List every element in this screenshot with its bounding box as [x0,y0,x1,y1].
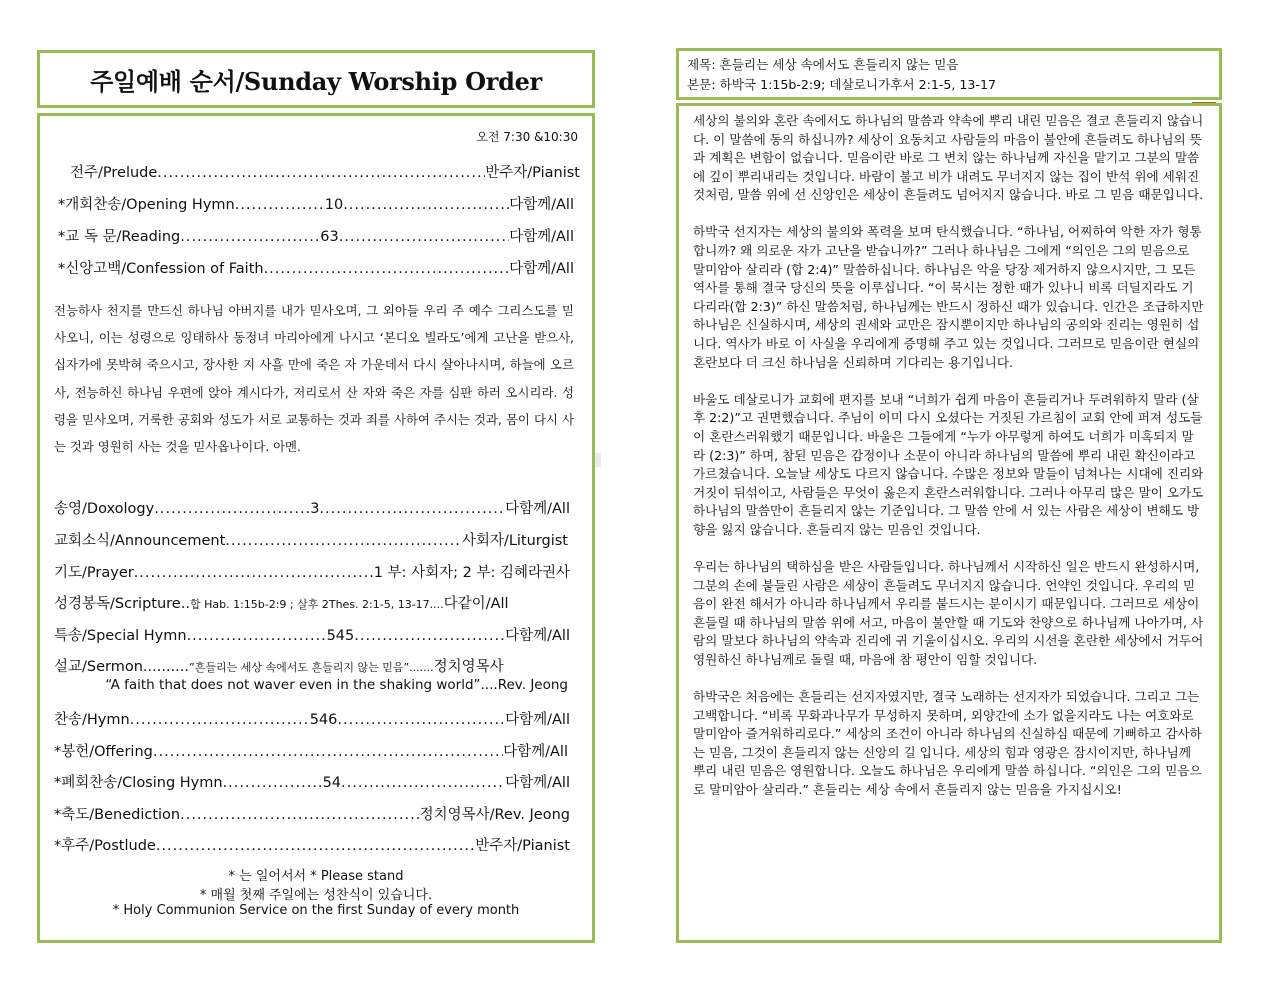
order-value: 1 부: 사회자; 2 부: 김혜라권사 [373,565,570,581]
order-value: 다함께/All [509,229,574,245]
order-item-doxology [54,497,570,518]
sermon-paragraph: 우리는 하나님의 택하심을 받은 사람들입니다. 하나님께서 시작하신 일은 반드시 완성하시며, 그분의 손에 붙들린 사람은 세상이 흔들려도 무너지지 않습니다. 언약인 것입니다. 우리의 믿음이 완전 해서가 아니라 하나님께서 우리를 붙드시는 분이시기 때문입니다. 그러므로 세상이 흔들릴 때 하나님의 말씀 위에 서고, 마음이 불안할 때 기도와 찬양으로 하나님께 나아가며, 사람의 말보다 하나님의 약속과 진리에 귀 기울이십시오. 우리의 시선을 혼란한 세상에서 거두어 영원하신 하나님께로 돌릴 때, 마음에 참 평안이 임할 것입니다. [693,558,1204,667]
order-label: *교 독 문/Reading [58,229,181,245]
order-label: *신앙고백/Confession of Faith [58,261,264,277]
sermon-title: 제목: 흔들리는 세상 속에서도 흔들리지 않는 믿음 [687,57,959,72]
hymn-number: 54 [322,775,342,791]
order-label: *폐회찬송/Closing Hymn [54,775,223,791]
worship-order-box [37,113,595,943]
order-value: 정치영목사 [433,659,504,675]
order-item-sermon [54,655,570,676]
order-item-postlude [54,834,570,855]
sermon-paragraph: 세상의 불의와 혼란 속에서도 하나님의 말씀과 약속에 뿌리 내린 믿음은 결코 흔들리지 않습니다. 이 말씀에 동의 하십니까? 세상이 요동치고 사람들의 마음이 불안에 흔들려도 하나님의 뜻과 계획은 변함이 없습니다. 믿음이란 바로 그 변치 않는 하나님께 자신을 맡기고 그분의 말씀에 깊이 뿌리내리는 것입니다. 바람이 불고 비가 내려도 무너지지 않는 집이 반석 위에 세워진 것처럼, 말씀 위에 선 신앙인은 세상이 흔들려도 넘어지지 않습니다. 바로 그 믿음 때문입니다. [693,113,1204,203]
order-item-opening-hymn [58,193,574,214]
footnote-communion-ko: * 매월 첫째 주일에는 성찬식이 있습니다. [199,888,433,903]
order-item-closing-hymn [54,771,570,792]
footnote-stand: * 는 일어서서 * Please stand [228,869,404,884]
order-item-confession [58,257,574,278]
sermon-title-ko: ”흔들리는 세상 속에서도 흔들리지 않는 믿음”....... [189,661,434,674]
order-label: 전주/Prelude [70,165,158,181]
order-item-prayer [54,561,570,582]
order-value: 사회자/Liturgist [461,533,568,549]
order-value: 반주자/Pianist [485,165,580,181]
sermon-body-box [676,103,1222,943]
doxology-number: 3 [310,501,320,517]
reading-number: 63 [320,229,339,245]
hymn-number: 10 [324,197,344,213]
sermon-paragraph: 하박국 선지자는 세상의 불의와 폭력을 보며 탄식했습니다. “하나님, 어찌하여 악한 자가 형통합니까? 왜 의로운 자가 고난을 받습니까?” 그러나 하나님은 그에게 “의인은 그의 믿음으로 말미암아 살리라 (합 2:4)” 말씀하십니다. 하나님은 악을 당장 제거하지 않으시지만, 그 모든 역사를 통해 결국 당신의 뜻을 이루십니다. “이 묵시는 정한 때가 있나니 비록 더딜지라도 기다리라(합 2:3)” 하신 말씀처럼, 하나님께는 반드시 정하신 때가 있습니다. 인간은 조급하지만 하나님은 신실하시며, 세상의 권세와 교만은 잠시뿐이지만 하나님의 공의와 진리는 영원히 섭니다. 역사가 바로 이 사실을 우리에게 증명해 주고 있는 것입니다. 그러므로 믿음이란 현실의 혼란보다 더 크신 하나님을 신뢰하며 기다리는 용기입니다. [693,224,1204,370]
order-label: *축도/Benediction [54,807,181,823]
order-value: 반주자/Pianist [475,838,570,854]
order-label: 특송/Special Hymn [54,628,187,644]
order-label: *후주/Postlude [54,838,156,854]
page-title: 주일예배 순서/Sunday Worship Order [90,66,542,96]
gutter-mark [595,453,601,467]
order-label: 송영/Doxology [54,501,155,517]
order-label: 기도/Prayer [54,565,134,581]
hymn-number: 545 [326,628,355,644]
order-label: 교회소식/Announcement [54,533,226,549]
order-value: 다함께/All [505,501,570,517]
footnote-communion-en: * Holy Communion Service on the first Sunday of every month [112,903,520,918]
order-value: 다함께/All [505,628,570,644]
order-item-hymn [54,708,570,729]
sermon-paragraph: 바울도 데살로니가 교회에 편지를 보내 “너희가 쉽게 마음이 흔들리거나 두려워하지 말라 (살후 2:2)”고 권면했습니다. 주님이 이미 다시 오셨다는 거짓된 가르침이 교회 안에 퍼져 성도들이 혼란스러워했기 때문입니다. 바울은 그들에게 “누가 아무렇게 하여도 너희가 미혹되지 말라 (2:3)” 하며, 참된 믿음은 감정이나 소문이 아니라 하나님의 말씀에 뿌리 내린 확신이라고 가르쳤습니다. 오늘날 세상도 다르지 않습니다. 수많은 정보와 말들이 넘쳐나는 시대에 진리와 거짓이 뒤섞이고, 사람들은 무엇이 옳은지 혼란스러워합니다. 그러나 아무리 많은 말이 오가도 하나님의 말씀만이 흔들리지 않는 기준입니다. 그 말씀 안에 서 있는 사람은 세상이 변해도 방향을 잃지 않습니다. 흔들리지 않는 믿음인 것입니다. [693,391,1204,537]
order-value: 다같이/All [443,596,509,612]
order-item-prelude [70,161,580,182]
order-item-benediction [54,803,570,824]
order-value: 다함께/All [505,712,570,728]
order-item-announcement [54,529,568,550]
apostles-creed-text: 전능하사 천지를 만드신 하나님 아버지를 내가 믿사오며, 그 외아들 우리 주 예수 그리스도를 믿사오니, 이는 성령으로 잉태하사 동정녀 마리아에게 나시고 ‘본디오 빌라도’에게 고난을 받으사, 십자가에 못박혀 죽으시고, 장사한 지 사흘 만에 죽은 자 가운데서 다시 살아나시며, 하늘에 오르사, 전능하신 하나님 우편에 앉아 계시다가, 저리로서 산 자와 죽은 자를 심판 하러 오시리라. 성령을 믿사오며, 거룩한 공회와 성도가 서로 교통하는 것과 죄를 사하여 주시는 것과, 몸이 다시 사는 것과 영원히 사는 것을 믿사옵나이다. 아멘. [54,303,574,455]
order-label: *개회찬송/Opening Hymn [58,197,235,213]
sermon-paragraph: 하박국은 처음에는 흔들리는 선지자였지만, 결국 노래하는 선지자가 되었습니다. 그리고 그는 고백합니다. “비록 무화과나무가 무성하지 못하며, 외양간에 소가 없을지라도 나는 여호와로 말미암아 즐거워하리로다.” 세상의 조건이 아니라 하나님의 신실하심 때문에 기뻐하고 감사하는 믿음, 그것이 흔들리지 않는 신앙의 길 입니다. 세상의 힘과 영광은 잠시이지만, 하나님께 뿌리 내린 믿음은 영원합니다. 오늘도 하나님은 우리에게 말씀 하십니다. “의인은 그의 믿음으로 말미암아 살리라.” 흔들리는 세상 속에서 흔들리지 않는 믿음을 가지십시오! [693,689,1202,797]
order-label: *봉헌/Offering [54,744,153,760]
sermon-scripture: 본문: 하박국 1:15b-2:9; 데살로니가후서 2:1-5, 13-17 [687,77,996,92]
order-value: 다함께/All [509,261,574,277]
bulletin-title-box [37,50,595,108]
order-value: 다함께/All [503,744,568,760]
order-item-scripture [54,592,574,613]
order-item-reading [58,225,574,246]
order-label: 성경봉독/Scripture.. [54,596,190,612]
order-label: 찬송/Hymn [54,712,130,728]
sermon-title-en: “A faith that does not waver even in the shaking world”....Rev. Jeong [105,677,568,693]
order-value: 정치영목사/Rev. Jeong [419,807,570,823]
order-item-special-hymn [54,624,570,645]
sermon-heading-box [676,48,1222,100]
order-item-offering [54,740,568,761]
order-label: 설교/Sermon.......... [54,659,190,675]
order-value: 다함께/All [509,197,574,213]
service-time: 오전 7:30 &10:30 [476,130,578,144]
order-value: 다함께/All [505,775,570,791]
scripture-reference: 합 Hab. 1:15b-2:9 ; 살후 2Thes. 2:1-5, 13-17.... [189,598,444,611]
hymn-number: 546 [309,712,338,728]
